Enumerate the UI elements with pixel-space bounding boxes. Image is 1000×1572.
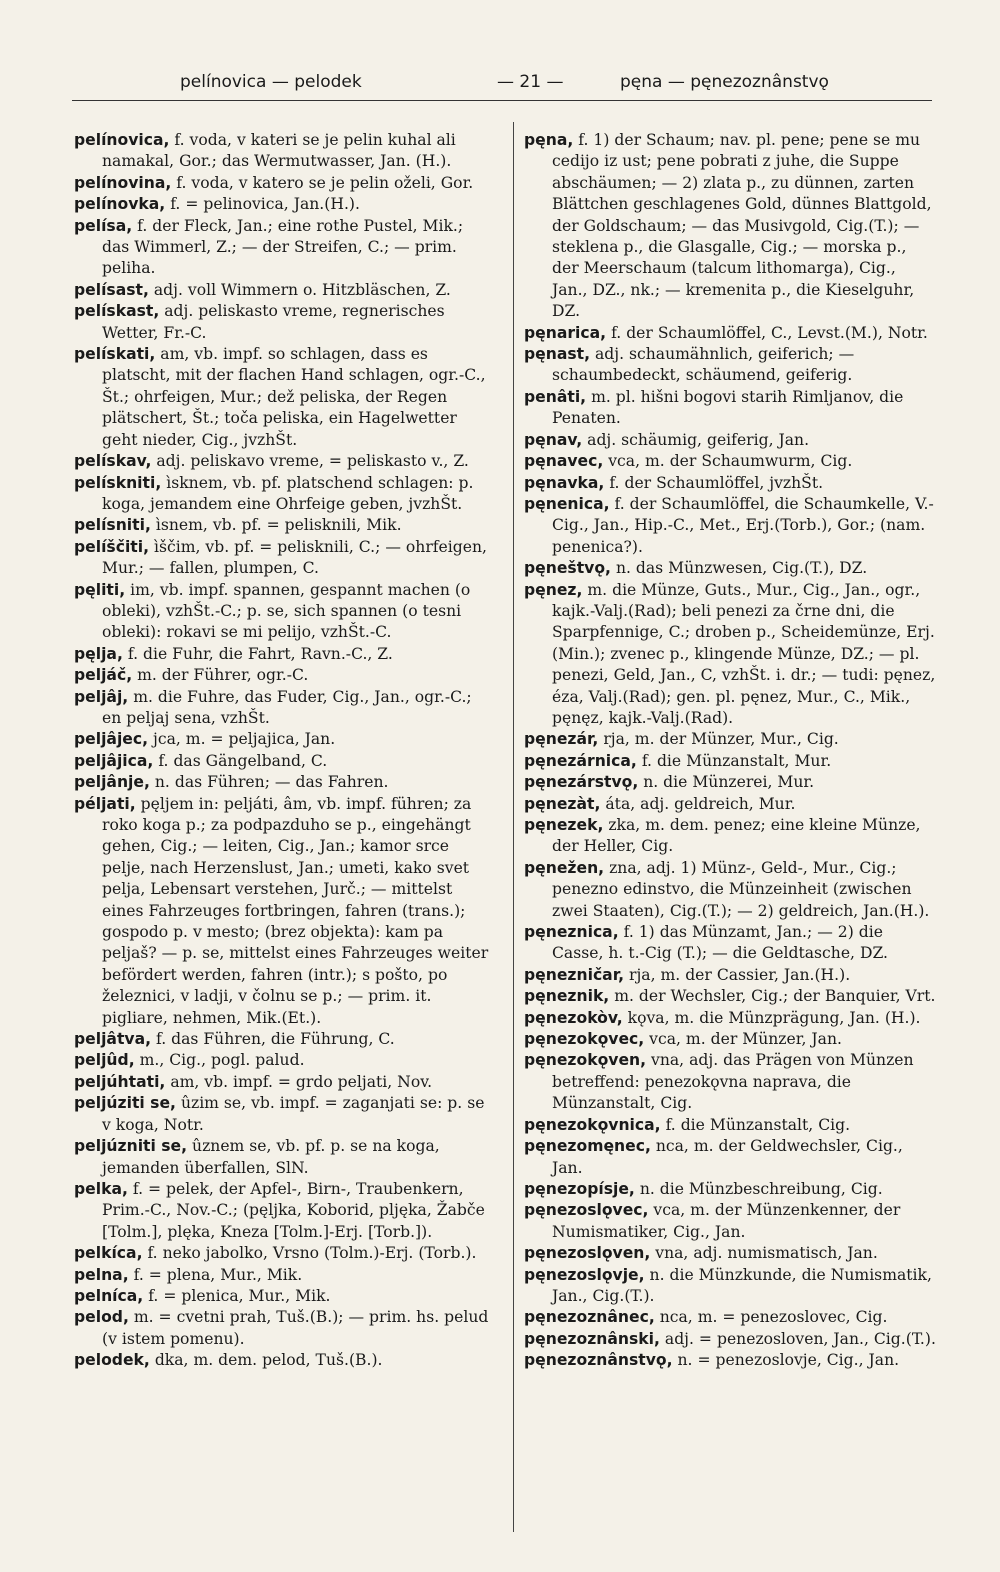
entry-definition: adj. voll Wimmern o. Hitzbläschen, Z.: [153, 280, 451, 299]
entry-headword: pęnezoznânec,: [524, 1308, 655, 1327]
entry-headword: peljúzniti se,: [74, 1137, 188, 1156]
dictionary-entry: [524, 473, 936, 494]
column-divider: [513, 122, 514, 1532]
entry-definition: f. neko jabolko, Vrsno (Tolm.)-Erj. (Torb.).: [147, 1244, 477, 1263]
entry-definition: adj. = penezosloven, Jan., Cig.(T.).: [664, 1329, 936, 1348]
entry-definition: kǫva, m. die Münzprägung, Jan. (H.).: [627, 1008, 921, 1027]
left-column: [74, 130, 494, 1372]
entry-definition: ìsnem, vb. pf. = pelisknili, Mik.: [155, 516, 402, 535]
entry-definition: adj. schäumig, geiferig, Jan.: [587, 430, 810, 449]
dictionary-entry: [524, 986, 936, 1007]
entry-definition: pęljem in: peljáti, âm, vb. impf. führen; za roko koga p.; za podpazduho se p., eingehängt gehen, Cig.; — leiten, Cig., Jan.; kamor srce pelje, nach Herzenslust, Jan.; umeti, kako svet pelja, Lebensart verstehen, Jurč.; — mittelst eines Fahrzeuges fortbringen, fahren (trans.); gospodo p. v mesto; (brez objekta): kam pa peljaš? — p. se, mittelst eines Fahrzeuges weiter befördert werden, fahren (intr.); s pošto, po železnici, v ladji, v čolnu se p.; — prim. it. pigliare, nehmen, Mik.(Et.).: [102, 794, 489, 1027]
dictionary-entry: [74, 644, 494, 665]
entry-headword: pęlja,: [74, 644, 123, 663]
entry-headword: pęnezoslǫvec,: [524, 1201, 649, 1220]
entry-headword: pęnezoslǫvje,: [524, 1265, 645, 1284]
entry-definition: f. 1) der Schaum; nav. pl. pene; pene se mu cedijo iz ust; pene pobrati z juhe, die Suppe abschäumen; — 2) zlata p., zu dünnen, zarten Blättchen geschlagenes Gold, dünnes Blattgold, der Goldschaum; — das Musivgold, Cig.(T.); — steklena p., die Glasgalle, Cig.; — morska p., der Meerschaum (talcum lithomarga), Cig., Jan., DZ., nk.; — kremenita p., die Kieselguhr, DZ.: [552, 131, 932, 321]
entry-definition: jca, m. = peljajica, Jan.: [153, 730, 336, 749]
entry-headword: pęnezàt,: [524, 794, 601, 813]
entry-definition: adj. schaumähnlich, geiferich; — schaumbedeckt, schäumend, geiferig.: [552, 345, 855, 385]
dictionary-entry: [74, 1050, 494, 1071]
dictionary-entry: [74, 1286, 494, 1307]
dictionary-entry: [74, 194, 494, 215]
dictionary-entry: [524, 430, 936, 451]
dictionary-entry: [74, 751, 494, 772]
dictionary-entry: [524, 1136, 936, 1179]
dictionary-entry: [524, 580, 936, 730]
entry-definition: ìščim, vb. pf. = pelisknili, C.; — ohrfeigen, Mur.; — fallen, plumpen, C.: [102, 537, 487, 578]
dictionary-entry: [524, 323, 936, 344]
entry-headword: peljúhtati,: [74, 1072, 166, 1091]
dictionary-entry: [524, 815, 936, 858]
entry-definition: m. die Münze, Guts., Mur., Cig., Jan., ogr., kajk.-Valj.(Rad); beli penezi za črne dni, die Sparpfennige, C.; droben p., Scheidemünze, Erj.(Min.); zvenec p., klingende Münze, DZ.; — pl. penezi, Geld, Jan., C, vzhŠt. i. dr.; — tudi: pęnez, éza, Valj.(Rad); gen. pl. pęnez, Mur., C., Mik., pęnęz, kajk.-Valj.(Rad).: [552, 580, 936, 727]
entry-definition: ìsknem, vb. pf. platschend schlagen: p. koga, jemandem eine Ohrfeige geben, jvzhŠt.: [102, 473, 474, 513]
entry-headword: pelískniti,: [74, 473, 162, 492]
dictionary-entry: [74, 301, 494, 344]
entry-headword: pęnezárstvǫ,: [524, 773, 639, 792]
entry-headword: pęnarica,: [524, 323, 607, 342]
entry-definition: dka, m. dem. pelod, Tuš.(B.).: [154, 1351, 383, 1370]
dictionary-entry: [524, 772, 936, 793]
entry-headword: pęnezokǫven,: [524, 1051, 647, 1070]
entry-headword: pęnenica,: [524, 494, 610, 513]
dictionary-entry: [74, 216, 494, 280]
entry-definition: f. = pelinovica, Jan.(H.).: [170, 195, 360, 214]
entry-headword: pęnezoslǫven,: [524, 1244, 651, 1263]
dictionary-entry: [74, 580, 494, 644]
entry-headword: pęnavec,: [524, 452, 604, 471]
entry-definition: n. die Münzkunde, die Numismatik, Jan., Cig.(T.).: [552, 1265, 932, 1305]
entry-definition: m. = cvetni prah, Tuš.(B.); — prim. hs. pelud (v istem pomenu).: [102, 1308, 489, 1348]
entry-definition: vna, adj. das Prägen von Münzen betreffend: penezokǫvna naprava, die Münzanstalt, Cig.: [552, 1051, 914, 1113]
entry-headword: pelísniti,: [74, 516, 151, 535]
dictionary-entry: [524, 1243, 936, 1264]
dictionary-entry: [74, 130, 494, 173]
entry-definition: f. = pelek, der Apfel-, Birn-, Traubenkern, Prim.-C., Nov.-C.; (pęljka, Koborid, pljęka, Žabče [Tolm.], plęka, Kneza [Tolm.]-Erj. [Torb.]).: [102, 1179, 485, 1241]
dictionary-entry: [74, 772, 494, 793]
entry-headword: penâti,: [524, 387, 587, 406]
dictionary-entry: [524, 794, 936, 815]
entry-definition: rja, m. der Cassier, Jan.(H.).: [629, 965, 851, 984]
entry-definition: f. der Schaumlöffel, jvzhŠt.: [609, 473, 824, 492]
entry-headword: pelínovina,: [74, 173, 172, 192]
dictionary-entry: [74, 473, 494, 516]
dictionary-entry: [74, 344, 494, 451]
entry-definition: am, vb. impf. = grdo peljati, Nov.: [170, 1072, 433, 1091]
entry-headword: peljâtva,: [74, 1030, 152, 1049]
entry-headword: pęnezokòv,: [524, 1008, 623, 1027]
entry-definition: m., Cig., pogl. palud.: [139, 1051, 305, 1070]
entry-definition: f. 1) das Münzamt, Jan.; — 2) die Casse, h. t.-Cig (T.); — die Geldtasche, DZ.: [552, 923, 888, 963]
entry-headword: pęnezoznânstvǫ,: [524, 1351, 673, 1370]
entry-headword: pęnavka,: [524, 473, 605, 492]
dictionary-entry: [524, 1329, 936, 1350]
dictionary-entry: [524, 387, 936, 430]
entry-definition: vca, m. der Münzenkenner, der Numismatiker, Cig., Jan.: [552, 1201, 901, 1241]
entry-headword: pęliti,: [74, 580, 126, 599]
dictionary-entry: [524, 1307, 936, 1328]
entry-definition: n. das Münzwesen, Cig.(T.), DZ.: [615, 559, 868, 578]
entry-definition: áta, adj. geldreich, Mur.: [605, 794, 796, 813]
entry-headword: pelínovica,: [74, 131, 170, 149]
entry-definition: f. die Fuhr, die Fahrt, Ravn.-C., Z.: [127, 644, 393, 663]
dictionary-entry: [524, 130, 936, 323]
entry-definition: im, vb. impf. spannen, gespannt machen (o obleki), vzhŠt.-C.; p. se, sich spannen (o tesni obleki): rokavi se mi pelijo, vzhŠt.-C.: [102, 580, 471, 642]
entry-headword: pęnez,: [524, 580, 583, 599]
dictionary-entry: [524, 1029, 936, 1050]
entry-definition: zna, adj. 1) Münz-, Geld-, Mur., Cig.; penezno edinstvo, die Münzeinheit (zwischen zwei Staaten), Cig.(T.); — 2) geldreich, Jan.(H.).: [552, 858, 930, 920]
dictionary-entry: [524, 729, 936, 750]
dictionary-entry: [524, 1265, 936, 1308]
entry-definition: m. der Führer, ogr.-C.: [137, 666, 309, 685]
entry-headword: pelískast,: [74, 302, 160, 321]
dictionary-entry: [524, 1350, 936, 1371]
entry-definition: zka, m. dem. penez; eine kleine Münze, der Heller, Cig.: [552, 816, 921, 856]
dictionary-entry: [74, 1072, 494, 1093]
dictionary-entry: [74, 280, 494, 301]
entry-definition: f. = plenica, Mur., Mik.: [148, 1286, 331, 1305]
entry-definition: adj. peliskasto vreme, regnerisches Wetter, Fr.-C.: [102, 302, 445, 342]
running-header: [72, 70, 932, 100]
entry-headword: péljati,: [74, 794, 136, 813]
dictionary-entry: [524, 1200, 936, 1243]
dictionary-entry: [74, 1029, 494, 1050]
header-rule: [72, 100, 932, 101]
entry-headword: pelískav,: [74, 452, 152, 471]
dictionary-entry: [74, 665, 494, 686]
entry-definition: n. die Münzerei, Mur.: [643, 773, 815, 792]
entry-headword: pęnezokǫvnica,: [524, 1115, 661, 1134]
entry-headword: pelkíca,: [74, 1244, 143, 1263]
entry-headword: pęna,: [524, 131, 574, 149]
entry-headword: pęneznica,: [524, 923, 619, 942]
header-left-range: pelínovica — pelodek: [180, 72, 362, 92]
entry-definition: m. der Wechsler, Cig.; der Banquier, Vrt.: [614, 987, 936, 1006]
entry-headword: peljâjec,: [74, 730, 149, 749]
entry-definition: adj. peliskavo vreme, = peliskasto v., Z.: [156, 452, 469, 471]
dictionary-entry: [74, 1350, 494, 1371]
entry-headword: pelísa,: [74, 216, 133, 235]
entry-headword: pęnezoznânski,: [524, 1329, 660, 1348]
entry-headword: pęneštvǫ,: [524, 559, 611, 578]
entry-definition: nca, m. der Geldwechsler, Cig., Jan.: [552, 1137, 903, 1177]
entry-headword: pelna,: [74, 1265, 129, 1284]
entry-headword: peljáč,: [74, 666, 133, 685]
entry-headword: pęnezek,: [524, 816, 604, 834]
dictionary-entry: [524, 344, 936, 387]
entry-headword: pęnezničar,: [524, 965, 625, 984]
entry-headword: peljâjica,: [74, 751, 154, 770]
entry-definition: am, vb. impf. so schlagen, dass es platscht, mit der flachen Hand schlagen, ogr.-C., Št.; ohrfeigen, Mur.; dež peliska, der Regen plätschert, Št.; toča peliska, ein Hagelwetter geht nieder, Cig., jvzhŠt.: [102, 345, 486, 449]
entry-headword: pelíščiti,: [74, 537, 150, 556]
entry-definition: nca, m. = penezoslovec, Cig.: [659, 1308, 888, 1327]
entry-definition: f. die Münzanstalt, Mur.: [641, 751, 832, 770]
dictionary-entry: [524, 1115, 936, 1136]
entry-definition: ûznem se, vb. pf. p. se na koga, jemanden überfallen, SlN.: [102, 1137, 440, 1177]
entry-definition: rja, m. der Münzer, Mur., Cig.: [603, 730, 839, 749]
entry-definition: m. die Fuhre, das Fuder, Cig., Jan., ogr.-C.; en peljaj sena, vzhŠt.: [102, 687, 472, 727]
dictionary-entry: [74, 1136, 494, 1179]
dictionary-entry: [74, 1179, 494, 1243]
entry-definition: vca, m. der Münzer, Jan.: [649, 1030, 842, 1049]
entry-definition: n. die Münzbeschreibung, Cig.: [639, 1179, 883, 1198]
entry-definition: m. pl. hišni bogovi starih Rimljanov, die Penaten.: [552, 387, 904, 428]
header-right-range: pęna — pęnezoznânstvǫ: [620, 72, 829, 92]
dictionary-entry: [74, 515, 494, 536]
dictionary-entry: [74, 451, 494, 472]
entry-headword: pęnezomęnec,: [524, 1137, 651, 1156]
page-number: — 21 —: [497, 72, 564, 92]
dictionary-entry: [524, 1050, 936, 1114]
entry-headword: pęnast,: [524, 345, 591, 364]
dictionary-entry: [524, 858, 936, 922]
dictionary-entry: [74, 687, 494, 730]
entry-headword: pelínovka,: [74, 195, 166, 214]
dictionary-entry: [524, 1179, 936, 1200]
entry-headword: pelísast,: [74, 280, 149, 299]
entry-headword: peljânje,: [74, 773, 150, 792]
entry-definition: vna, adj. numismatisch, Jan.: [655, 1244, 878, 1263]
dictionary-entry: [524, 751, 936, 772]
dictionary-entry: [74, 537, 494, 580]
entry-headword: pelka,: [74, 1179, 128, 1198]
dictionary-entry: [74, 1243, 494, 1264]
dictionary-entry: [74, 1093, 494, 1136]
entry-definition: f. das Führen, die Führung, C.: [156, 1030, 395, 1049]
dictionary-entry: [74, 1307, 494, 1350]
entry-definition: n. = penezoslovje, Cig., Jan.: [677, 1351, 900, 1370]
entry-headword: peljûd,: [74, 1051, 135, 1070]
entry-definition: f. die Münzanstalt, Cig.: [665, 1115, 851, 1134]
entry-definition: ûzim se, vb. impf. = zaganjati se: p. se v koga, Notr.: [102, 1094, 485, 1134]
entry-headword: pęnezopísje,: [524, 1179, 635, 1198]
entry-headword: pelod,: [74, 1308, 129, 1327]
entry-definition: f. das Gängelband, C.: [158, 751, 328, 770]
dictionary-entry: [524, 451, 936, 472]
entry-headword: pelníca,: [74, 1286, 144, 1305]
entry-headword: pelodek,: [74, 1351, 150, 1370]
entry-headword: pelískati,: [74, 345, 156, 364]
entry-definition: f. voda, v katero se je pelin oželi, Gor.: [176, 173, 474, 192]
entry-definition: f. = plena, Mur., Mik.: [133, 1265, 303, 1284]
entry-headword: pęnežen,: [524, 858, 605, 877]
entry-headword: pęnezár,: [524, 730, 599, 749]
entry-headword: pęnezárnica,: [524, 751, 637, 770]
dictionary-entry: [74, 729, 494, 750]
entry-definition: f. der Fleck, Jan.; eine rothe Pustel, Mik.; das Wimmerl, Z.; — der Streifen, C.; — prim. peliha.: [102, 216, 464, 278]
entry-headword: pęnav,: [524, 430, 583, 449]
entry-headword: pęnezokǫvec,: [524, 1030, 645, 1049]
dictionary-entry: [74, 794, 494, 1029]
dictionary-entry: [524, 558, 936, 579]
entry-definition: f. voda, v kateri se je pelin kuhal ali namakal, Gor.; das Wermutwasser, Jan. (H.).: [102, 131, 456, 171]
dictionary-entry: [524, 494, 936, 558]
entry-headword: pęneznik,: [524, 987, 610, 1006]
dictionary-entry: [524, 965, 936, 986]
entry-headword: peljúziti se,: [74, 1094, 176, 1113]
entry-headword: peljâj,: [74, 687, 129, 706]
entry-definition: n. das Führen; — das Fahren.: [154, 773, 389, 792]
entry-definition: vca, m. der Schaumwurm, Cig.: [608, 452, 853, 471]
dictionary-entry: [524, 922, 936, 965]
dictionary-entry: [524, 1008, 936, 1029]
dictionary-entry: [74, 1265, 494, 1286]
dictionary-entry: [74, 173, 494, 194]
right-column: [524, 130, 936, 1372]
entry-definition: f. der Schaumlöffel, C., Levst.(M.), Notr.: [611, 323, 928, 342]
entry-definition: f. der Schaumlöffel, die Schaumkelle, V.-Cig., Jan., Hip.-C., Met., Erj.(Torb.), Gor.; (nam. penenica?).: [552, 494, 934, 556]
